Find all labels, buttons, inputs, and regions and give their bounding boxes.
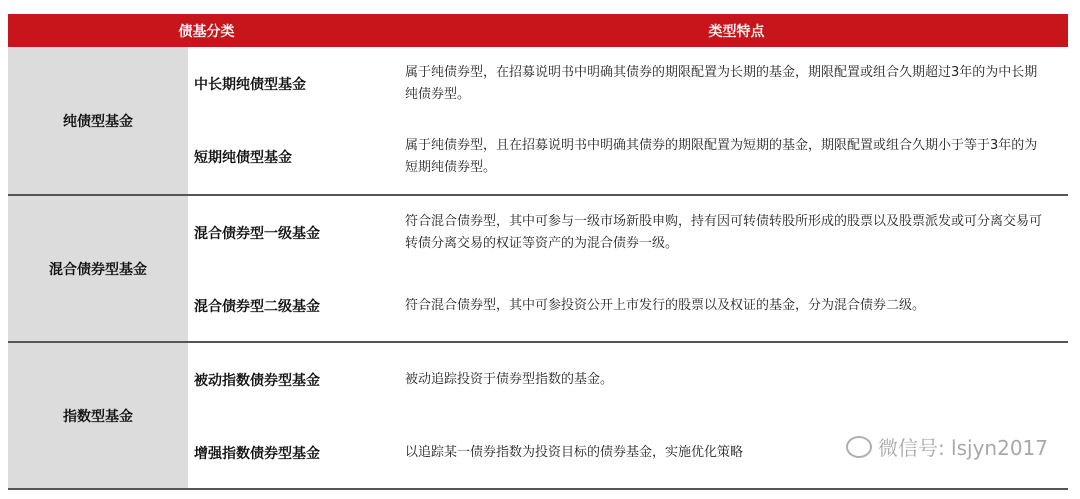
fund-type-desc: 被动追踪投资于债券型指数的基金。 [405, 371, 614, 387]
fund-type-desc: 符合混合债券型，其中可参与一级市场新股申购，持有因可转债转股所形成的股票以及股票派发或可分离交易可转债分离交易的权证等资产的为混合债券一级。 [405, 213, 1043, 251]
table-row [188, 120, 1068, 193]
fund-type-desc: 属于纯债券型，在招募说明书中明确其债券的期限配置为长期的基金，期限配置或组合久期超过3年的为中长期纯债券型。 [405, 64, 1038, 102]
header-characteristics: 类型特点 [708, 23, 765, 40]
fund-type-name: 被动指数债券型基金 [194, 372, 320, 389]
fund-classification-table [8, 14, 1068, 490]
category-label: 纯债型基金 [8, 47, 188, 194]
group-index [8, 343, 1068, 490]
category-label: 混合债券型基金 [8, 196, 188, 341]
table-row [188, 343, 1068, 416]
fund-type-name: 增强指数债券型基金 [194, 445, 320, 462]
fund-type-desc: 属于纯债券型，且在招募说明书中明确其债券的期限配置为短期的基金，期限配置或组合久期小于等于3年的为短期纯债券型。 [405, 137, 1038, 175]
watermark-text: 微信号: lsjyn2017 [877, 436, 1048, 460]
fund-type-name: 混合债券型一级基金 [194, 225, 320, 242]
fund-type-name: 中长期纯债型基金 [194, 76, 306, 93]
fund-type-desc: 以追踪某一债券指数为投资目标的债券基金，实施优化策略 [405, 444, 744, 460]
wechat-icon [846, 436, 872, 458]
fund-type-name: 短期纯债型基金 [194, 149, 292, 166]
table-header [8, 14, 1068, 47]
table-row [188, 269, 1068, 342]
fund-type-desc: 符合混合债券型，其中可参投资公开上市发行的股票以及权证的基金，分为混合债券二级。 [405, 297, 926, 313]
fund-type-name: 混合债券型二级基金 [194, 298, 320, 315]
table-row [188, 47, 1068, 120]
wechat-watermark [846, 432, 1048, 461]
group-mixed-bond [8, 196, 1068, 343]
header-classification: 债基分类 [178, 23, 235, 40]
table-row [188, 196, 1068, 269]
group-pure-bond [8, 47, 1068, 196]
category-label: 指数型基金 [8, 343, 188, 488]
